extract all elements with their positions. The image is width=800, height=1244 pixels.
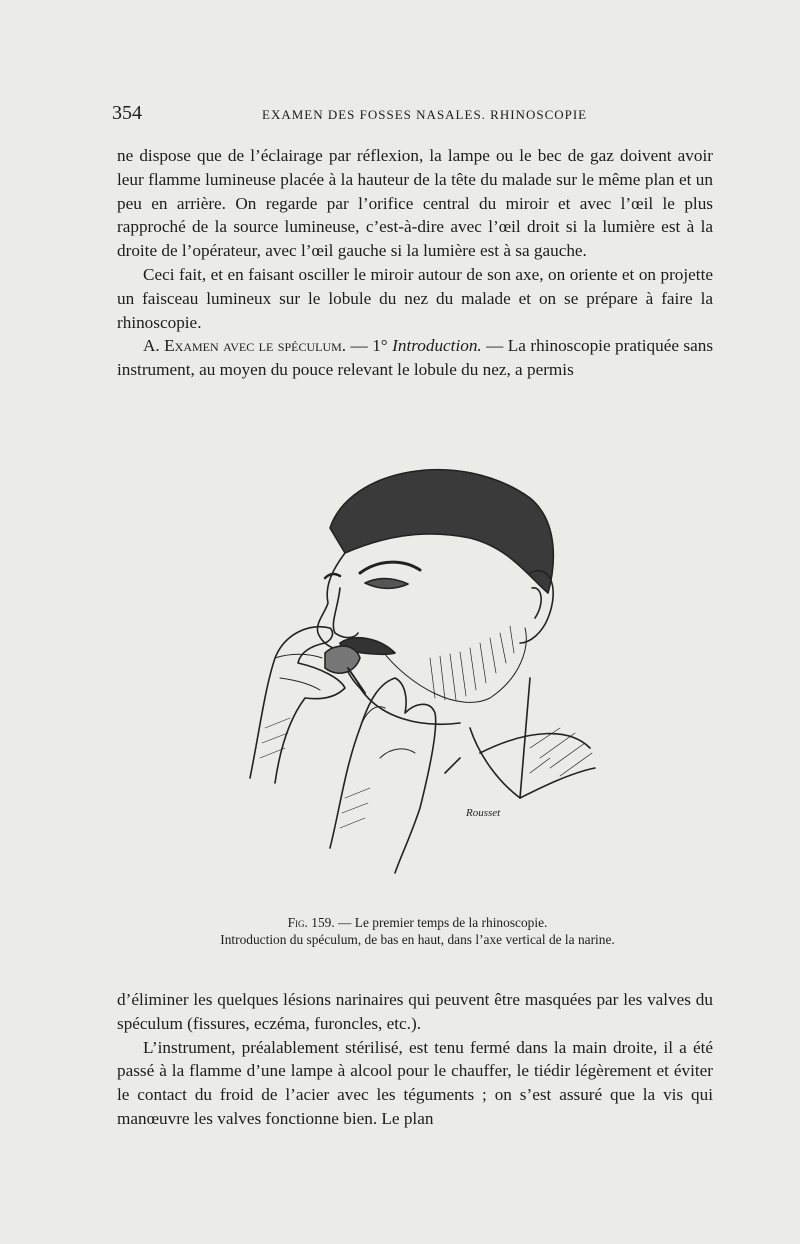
paragraph: L’instrument, préalablement stérilisé, est tenu fermé dans la main droite, il a été passé à la flamme d’une lampe à alcool pour le chauffer, le tiédir légèrement et éviter le contact du froid de l’acier avec les téguments ; on s’est assuré que la vis qui manœuvre les valves fonctionne bien. Le plan xyxy=(117,1037,713,1128)
figure-title: — Le premier temps de la rhinoscopie. xyxy=(334,915,548,930)
top-text-block xyxy=(117,144,713,382)
paragraph: Ceci fait, et en faisant osciller le miroir autour de son axe, on oriente et on projette un faisceau lumineux sur le lobule du nez du malade et on se prépare à faire la rhinoscopie. xyxy=(117,264,713,332)
caption-line-2: Introduction du spéculum, de bas en haut, dans l’axe vertical de la narine. xyxy=(220,932,615,947)
engraving-drawing xyxy=(230,428,610,898)
paragraph: d’éliminer les quelques lésions narinaires qui peuvent être masquées par les valves du spéculum (fissures, eczéma, furoncles, etc.). xyxy=(117,990,713,1033)
caption-line-1 xyxy=(120,914,715,931)
page-header xyxy=(112,102,716,128)
paragraph-text: — La rhinoscopie pratiquée sans instrument, au moyen du pouce relevant le lobule du nez, a permis xyxy=(117,336,714,380)
eyebrow xyxy=(360,562,420,573)
figure-label: Fig. 159. xyxy=(287,915,335,930)
eye xyxy=(365,579,408,589)
figure-illustration xyxy=(230,428,610,898)
section-heading: A. Examen avec le spéculum. xyxy=(143,336,347,356)
beard xyxy=(380,628,526,702)
hair xyxy=(330,470,553,593)
bottom-text-block xyxy=(117,988,713,1131)
figure-caption xyxy=(120,914,715,948)
paragraph: ne dispose que de l’éclairage par réflexion, la lampe ou le bec de gaz doivent avoir leur flamme lumineuse placée à la hauteur de la tête du malade sur le même plan et un peu en arrière. On regarde par l’orifice central du miroir et avec l’œil le plus rapproché de la source lumineuse, c’est-à-dire avec l’œil droit si la lumière est à la droite de l’opérateur, avec l’œil gauche si la lumière est à sa gauche. xyxy=(117,146,713,261)
running-title: EXAMEN DES FOSSES NASALES. RHINOSCOPIE xyxy=(262,107,588,122)
subsection-title: Introduction. xyxy=(392,336,482,356)
speculum xyxy=(325,646,360,673)
section-paragraph xyxy=(117,334,713,382)
page-number: 354 xyxy=(112,102,142,124)
section-dash: — 1° xyxy=(346,336,393,356)
coat xyxy=(445,734,595,798)
coat-hatching xyxy=(530,728,592,776)
nose xyxy=(333,588,358,638)
artist-signature: Rousset xyxy=(466,807,501,819)
